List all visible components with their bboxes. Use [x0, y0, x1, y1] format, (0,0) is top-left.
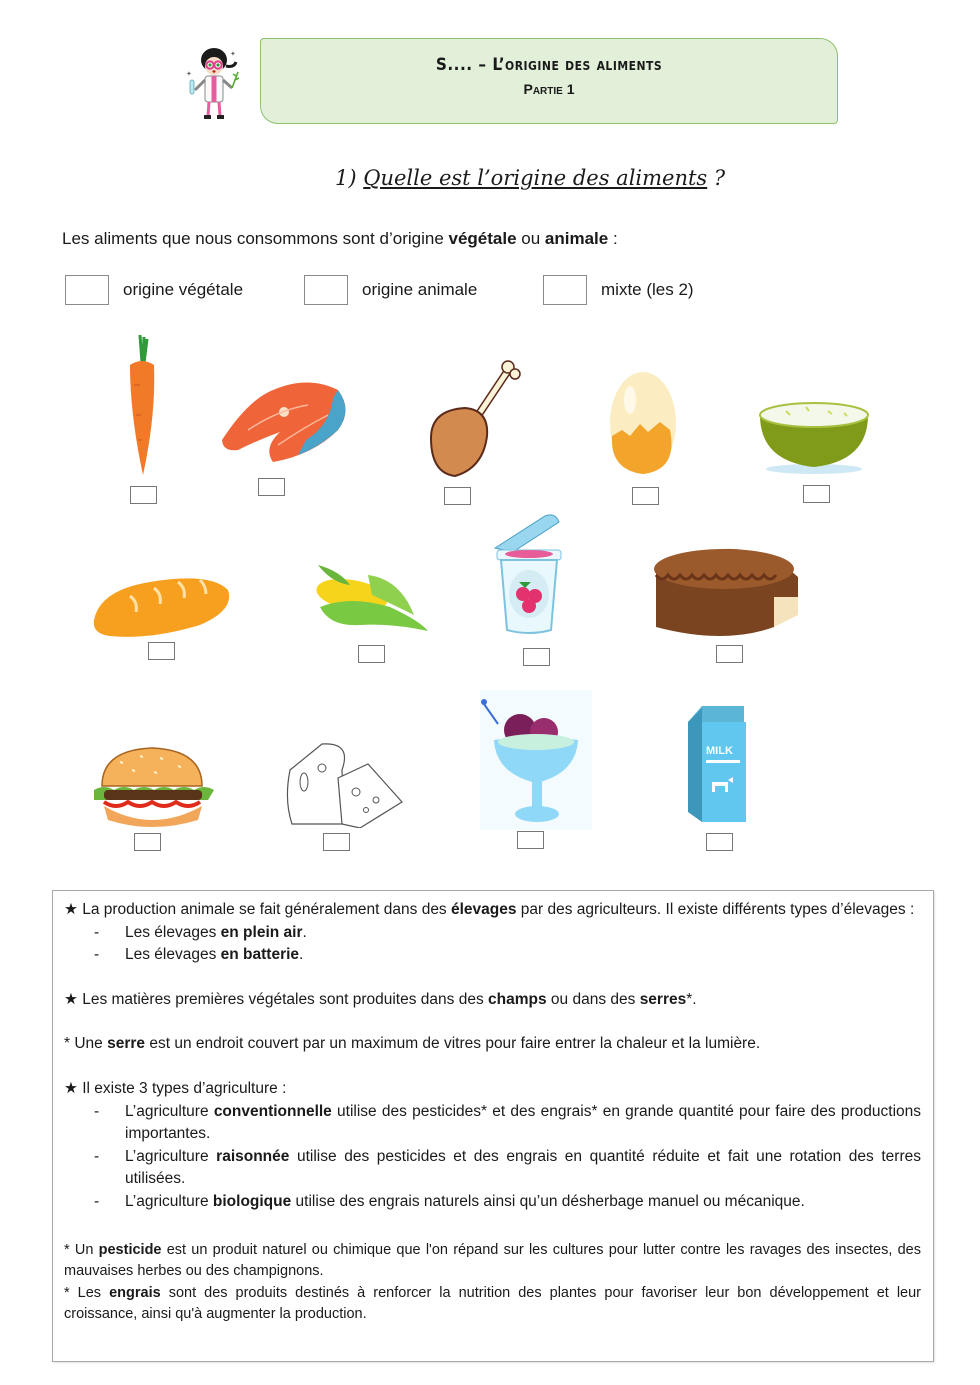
food-checkbox-glace[interactable]	[517, 831, 544, 849]
food-checkbox-riz[interactable]	[803, 485, 830, 503]
intro-vegetale: végétale	[448, 229, 517, 248]
legend-color-box-mixte[interactable]	[543, 275, 587, 305]
agriculture-list	[64, 1101, 921, 1214]
ice-cream-image	[480, 690, 592, 835]
question-heading	[335, 166, 725, 190]
chocolate-cake-image	[654, 545, 800, 646]
chapter-title: S.... – L’origine des aliments	[435, 55, 663, 75]
food-checkbox-poulet[interactable]	[444, 487, 471, 505]
food-checkbox-fromage[interactable]	[323, 833, 350, 851]
milk-carton-image	[688, 702, 748, 829]
legend-animale	[304, 274, 477, 306]
food-checkbox-lait[interactable]	[706, 833, 733, 851]
carrot-image	[120, 335, 164, 482]
legend-label: mixte (les 2)	[601, 280, 694, 299]
chapter-subtitle: Partie 1	[523, 81, 575, 97]
info-agriculture-heading: ★ Il existe 3 types d’agriculture :	[64, 1079, 287, 1097]
info-pesticide-definition: * Un pesticide est un produit naturel ou chimique que l'on répand sur les cultures pour lutter contre les ravages des insectes, des mauvaises herbes ou des champignons.	[64, 1241, 921, 1280]
list-item: - L’agriculture conventionnelle utilise des pesticides* et des engrais* en grande quantité pour faire des productions importantes.	[94, 1101, 921, 1146]
legend-label: origine animale	[362, 280, 478, 299]
question-number: 1)	[335, 166, 357, 190]
food-checkbox-mais[interactable]	[358, 645, 385, 663]
legend-mixte	[543, 274, 694, 306]
egg-image	[608, 370, 678, 481]
intro-text: :	[608, 229, 618, 248]
chicken-leg-image	[425, 358, 535, 485]
intro-animale: animale	[544, 229, 609, 248]
food-checkbox-yaourt[interactable]	[523, 648, 550, 666]
intro-text: ou	[516, 229, 545, 248]
food-checkbox-hamburger[interactable]	[134, 833, 161, 851]
scientist-mascot-icon	[182, 40, 246, 124]
question-text: Quelle est l’origine des aliments	[363, 166, 708, 190]
legend-color-box-animale[interactable]	[304, 275, 348, 305]
info-engrais-definition: * Les engrais sont des produits destinés à renforcer la nutrition des plantes pour favoriser leur bon développement et leur croissance, ainsi qu'à augmenter la production.	[64, 1284, 921, 1323]
intro-text: Les aliments que nous consommons sont d’origine	[62, 229, 449, 248]
food-checkbox-saumon[interactable]	[258, 478, 285, 496]
list-item: - Les élevages en batterie.	[94, 944, 921, 967]
info-elevages-paragraph: ★ La production animale se fait généralement dans des élevages par des agriculteurs. Il existe différents types d’élevages :	[64, 901, 915, 918]
info-serre-definition: * Une serre est un endroit couvert par un maximum de vitres pour faire entrer la chaleur et la lumière.	[64, 1035, 761, 1053]
salmon-image	[218, 370, 353, 473]
elevages-list	[64, 922, 921, 967]
legend-vegetale	[65, 274, 243, 306]
cheese-image	[282, 740, 404, 833]
yogurt-image	[493, 512, 565, 642]
chapter-header	[260, 38, 838, 124]
question-mark: ?	[713, 166, 726, 190]
list-item: - L’agriculture raisonnée utilise des pesticides et des engrais en quantité réduite et fait une rotation des terres utilisées.	[94, 1146, 921, 1191]
food-checkbox-oeuf[interactable]	[632, 487, 659, 505]
info-vegetal-paragraph: ★ Les matières premières végétales sont produites dans des champs ou dans des serres*.	[64, 990, 697, 1008]
milk-label: MILK	[706, 745, 733, 757]
legend-label: origine végétale	[123, 280, 244, 299]
food-checkbox-gateau[interactable]	[716, 645, 743, 663]
list-item: - Les élevages en plein air.	[94, 922, 921, 945]
svg-text:✦: ✦	[186, 71, 192, 78]
bread-image	[90, 570, 232, 645]
list-item: - L’agriculture biologique utilise des engrais naturels ainsi qu’un désherbage manuel ou mécanique.	[94, 1191, 921, 1214]
svg-text:✦: ✦	[230, 51, 236, 58]
corn-image	[310, 555, 430, 640]
legend-color-box-vegetale[interactable]	[65, 275, 109, 305]
food-checkbox-carotte[interactable]	[130, 486, 157, 504]
rice-bowl-image	[756, 395, 872, 480]
intro-sentence	[62, 229, 618, 249]
burger-image	[90, 742, 215, 835]
info-box	[52, 890, 934, 1362]
food-checkbox-pain[interactable]	[148, 642, 175, 660]
